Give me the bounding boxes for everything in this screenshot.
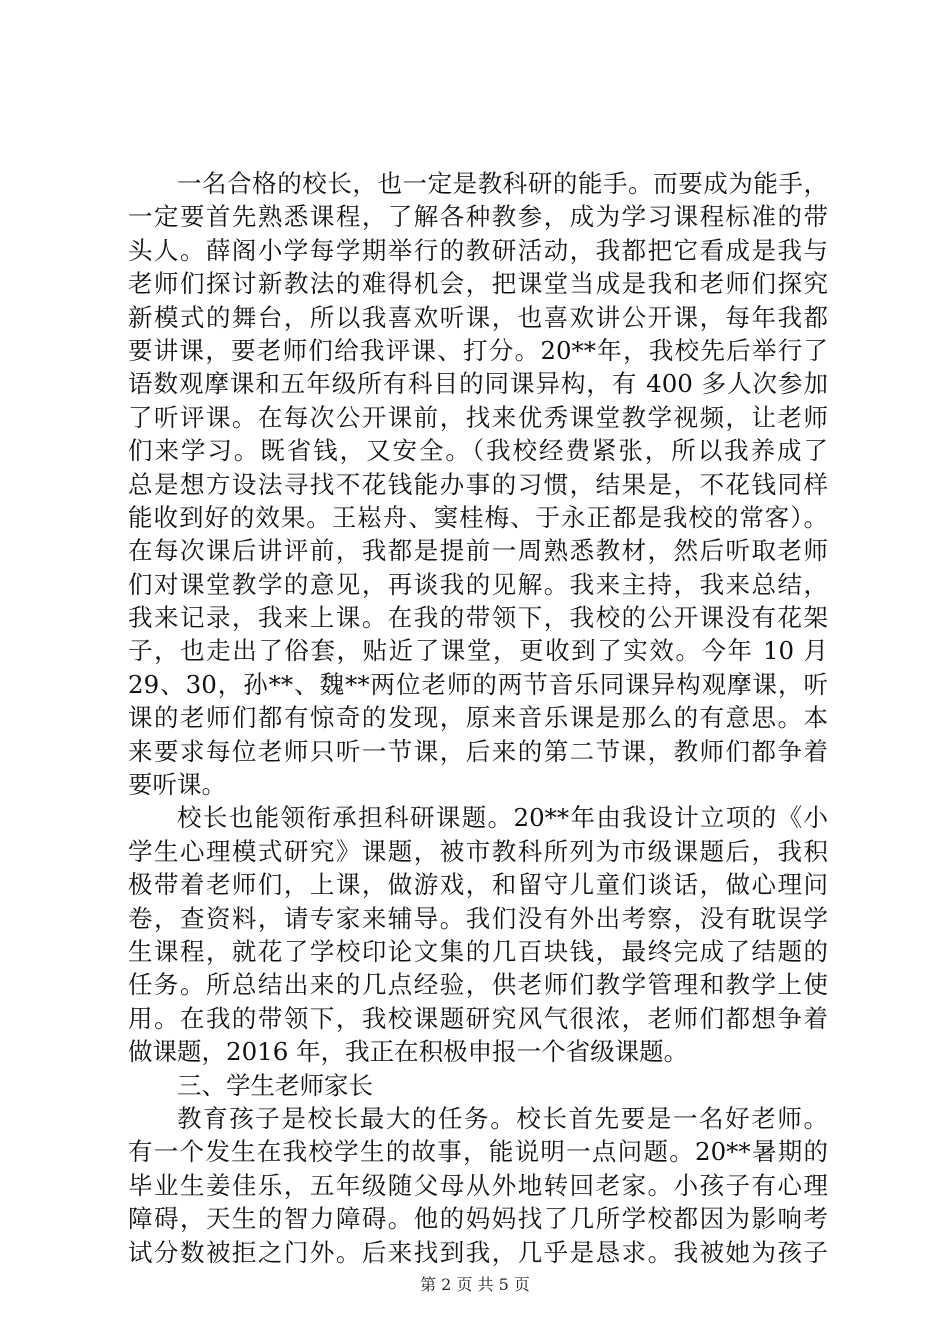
text-line: 课的老师们都有惊奇的发现，原来音乐课是那么的有意思。本	[128, 703, 828, 733]
text-line: 头人。薛阁小学每学期举行的教研活动，我都把它看成是我与	[128, 235, 828, 265]
text-line: 校长也能领衔承担科研课题。20**年由我设计立项的《小	[177, 803, 828, 833]
text-line: 新模式的舞台，所以我喜欢听课，也喜欢讲公开课，每年我都	[128, 302, 828, 332]
text-line: 生课程，就花了学校印论文集的几百块钱，最终完成了结题的	[128, 936, 828, 966]
page-footer	[0, 1272, 950, 1295]
text-line: 做课题，2016 年，我正在积极申报一个省级课题。	[128, 1037, 689, 1067]
text-line: 要讲课，要老师们给我评课、打分。20**年，我校先后举行了	[128, 335, 828, 365]
paragraph-3	[128, 1102, 828, 1269]
text-line: 有一个发生在我校学生的故事，能说明一点问题。20**暑期的	[128, 1137, 828, 1167]
paragraph-1	[128, 167, 828, 801]
text-line: 来要求每位老师只听一节课，后来的第二节课，教师们都争着	[128, 736, 828, 766]
text-line: 老师们探讨新教法的难得机会，把课堂当成是我和老师们探究	[128, 269, 828, 299]
text-line: 我来记录，我来上课。在我的带领下，我校的公开课没有花架	[128, 603, 828, 633]
paragraph-2	[128, 801, 828, 1068]
page-number-label: 第 2 页 共 5 页	[420, 1275, 530, 1294]
text-line: 卷，查资料，请专家来辅导。我们没有外出考察，没有耽误学	[128, 903, 828, 933]
text-line: 一名合格的校长，也一定是教科研的能手。而要成为能手，	[177, 169, 828, 198]
text-line: 毕业生姜佳乐，五年级随父母从外地转回老家。小孩子有心理	[128, 1170, 828, 1200]
text-line: 子，也走出了俗套，贴近了课堂，更收到了实效。今年 10 月	[128, 636, 828, 666]
text-line: 教育孩子是校长最大的任务。校长首先要是一名好老师。	[177, 1103, 828, 1133]
text-line: 学生心理模式研究》课题，被市教科所列为市级课题后，我积	[128, 836, 828, 866]
document-body	[128, 167, 828, 1269]
text-line: 语数观摩课和五年级所有科目的同课异构，有 400 多人次参加	[128, 369, 828, 399]
text-line: 29、30，孙**、魏**两位老师的两节音乐同课异构观摩课，听	[128, 669, 828, 699]
text-line: 总是想方设法寻找不花钱能办事的习惯，结果是，不花钱同样	[128, 469, 828, 499]
text-line: 要听课。	[128, 770, 226, 800]
text-line: 在每次课后讲评前，我都是提前一周熟悉教材，然后听取老师	[128, 536, 828, 566]
text-line: 用。在我的带领下，我校课题研究风气很浓，老师们都想争着	[128, 1003, 828, 1033]
text-line: 极带着老师们，上课，做游戏，和留守儿童们谈话，做心理问	[128, 870, 828, 900]
text-line: 了听评课。在每次公开课前，找来优秀课堂教学视频，让老师	[128, 402, 828, 432]
text-line: 能收到好的效果。王崧舟、窦桂梅、于永正都是我校的常客）。	[128, 502, 828, 532]
text-line: 任务。所总结出来的几点经验，供老师们教学管理和教学上使	[128, 970, 828, 1000]
text-line: 障碍，天生的智力障碍。他的妈妈找了几所学校都因为影响考	[128, 1204, 828, 1234]
text-line: 们来学习。既省钱，又安全。（我校经费紧张，所以我养成了	[128, 436, 828, 466]
heading-text: 三、学生老师家长	[177, 1070, 373, 1100]
text-line: 们对课堂教学的意见，再谈我的见解。我来主持，我来总结，	[128, 569, 828, 599]
text-line: 一定要首先熟悉课程，了解各种教参，成为学习课程标准的带	[128, 202, 828, 232]
text-line: 试分数被拒之门外。后来找到我，几乎是恳求。我被她为孩子	[128, 1237, 828, 1267]
section-heading	[128, 1069, 828, 1102]
